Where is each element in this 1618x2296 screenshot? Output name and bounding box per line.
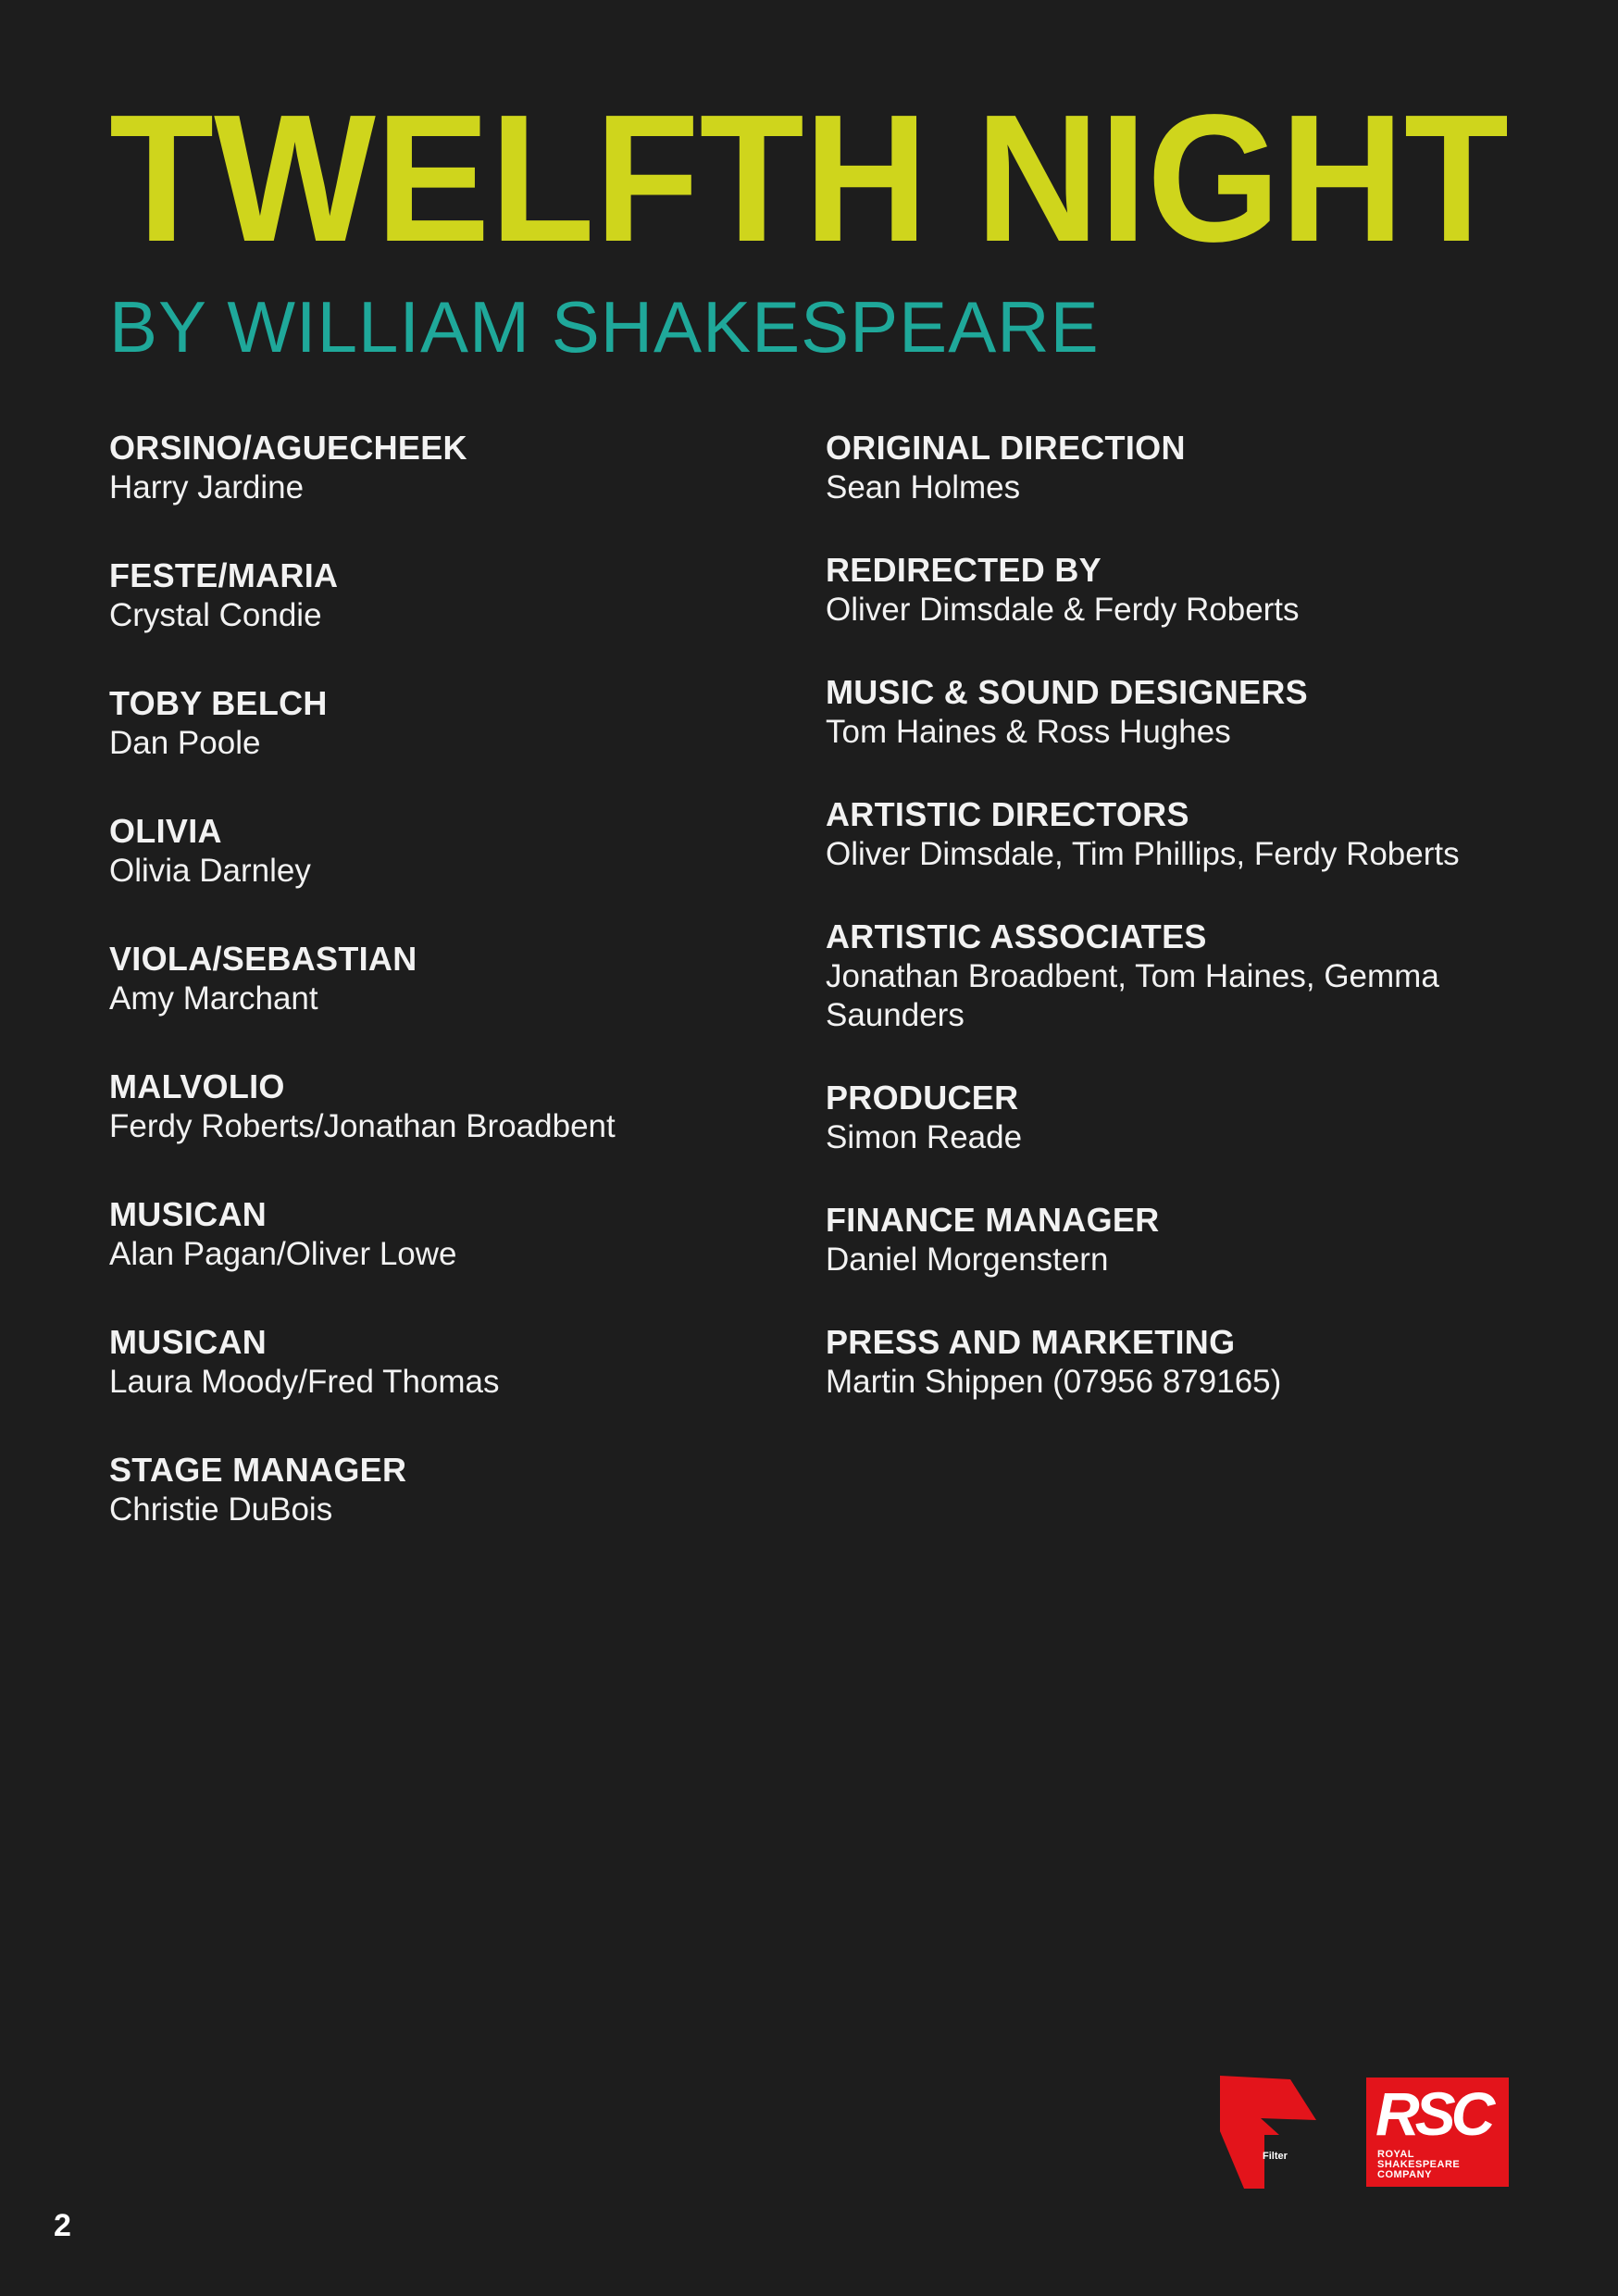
rsc-logo-line: SHAKESPEARE [1377,2159,1461,2170]
credit-name: Crystal Condie [109,597,322,633]
credit-name: Sean Holmes [826,469,1021,505]
credit-role: MALVOLIO [109,1067,285,1105]
credit-role: REDIRECTED BY [826,551,1101,589]
rsc-logo-text [1377,2150,1460,2180]
credit-item [826,1200,1529,1279]
title-graphic [109,100,1516,257]
credit-role: PRODUCER [826,1079,1019,1117]
credit-role: FESTE/MARIA [109,556,339,594]
credit-role: PRESS AND MARKETING [826,1323,1236,1361]
credit-name: Tom Haines & Ross Hughes [826,714,1231,750]
title-text: TWELFTH NIGHT [109,100,1509,257]
page-number: 2 [54,2208,71,2243]
credit-name: Harry Jardine [109,469,305,505]
cast-list [109,428,776,1578]
credit-item [109,1450,776,1529]
credit-item [826,1322,1529,1402]
filter-logo [1220,2076,1316,2189]
credit-role: TOBY BELCH [109,684,328,722]
credit-item [109,1194,776,1274]
credit-item [826,672,1529,752]
credit-name: Amy Marchant [109,980,318,1017]
credit-item [826,1078,1529,1157]
credit-item [109,683,776,763]
credit-name: Ferdy Roberts/Jonathan Broadbent [109,1108,616,1144]
credit-role: ORSINO/AGUECHEEK [109,429,467,467]
credit-item [109,811,776,891]
rsc-logo-line: COMPANY [1377,2169,1432,2180]
credit-role: MUSICAN [109,1195,268,1233]
credit-item [109,428,776,507]
credit-role: ORIGINAL DIRECTION [826,429,1186,467]
credit-name: Daniel Morgenstern [826,1242,1109,1278]
credit-name: Simon Reade [826,1119,1023,1155]
crew-list [826,428,1529,1444]
credit-role: VIOLA/SEBASTIAN [109,940,417,978]
credit-name: Alan Pagan/Oliver Lowe [109,1236,457,1272]
credit-role: OLIVIA [109,812,222,850]
credit-name: Jonathan Broadbent, Tom Haines, Gemma Saunders [826,958,1439,1033]
credit-name: Dan Poole [109,725,261,761]
credit-item [109,1067,776,1146]
credit-name: Christie DuBois [109,1491,333,1528]
credit-role: MUSICAN [109,1323,268,1361]
page-title [109,100,1516,257]
subtitle: BY WILLIAM SHAKESPEARE [109,286,1100,368]
credit-item [826,428,1529,507]
rsc-logo-line: ROYAL [1377,2149,1414,2160]
credit-name: Oliver Dimsdale & Ferdy Roberts [826,592,1300,628]
credit-name: Martin Shippen (07956 879165) [826,1364,1282,1400]
filter-logo-label: Filter [1263,2151,1288,2162]
filter-logo-shape [1220,2076,1316,2189]
credit-name: Oliver Dimsdale, Tim Phillips, Ferdy Roberts [826,836,1460,872]
credit-item [826,550,1529,630]
credit-item [109,555,776,635]
credit-item [109,939,776,1018]
credit-role: FINANCE MANAGER [826,1201,1160,1239]
credit-role: ARTISTIC DIRECTORS [826,795,1189,833]
credit-name: Laura Moody/Fred Thomas [109,1364,500,1400]
rsc-logo [1366,2078,1509,2187]
credit-item [826,917,1529,1035]
credit-name: Olivia Darnley [109,853,311,889]
credit-role: STAGE MANAGER [109,1451,407,1489]
credit-item [826,794,1529,874]
rsc-logo-mark: RSC [1375,2079,1491,2148]
credit-role: ARTISTIC ASSOCIATES [826,917,1207,955]
credit-role: MUSIC & SOUND DESIGNERS [826,673,1308,711]
credit-item [109,1322,776,1402]
